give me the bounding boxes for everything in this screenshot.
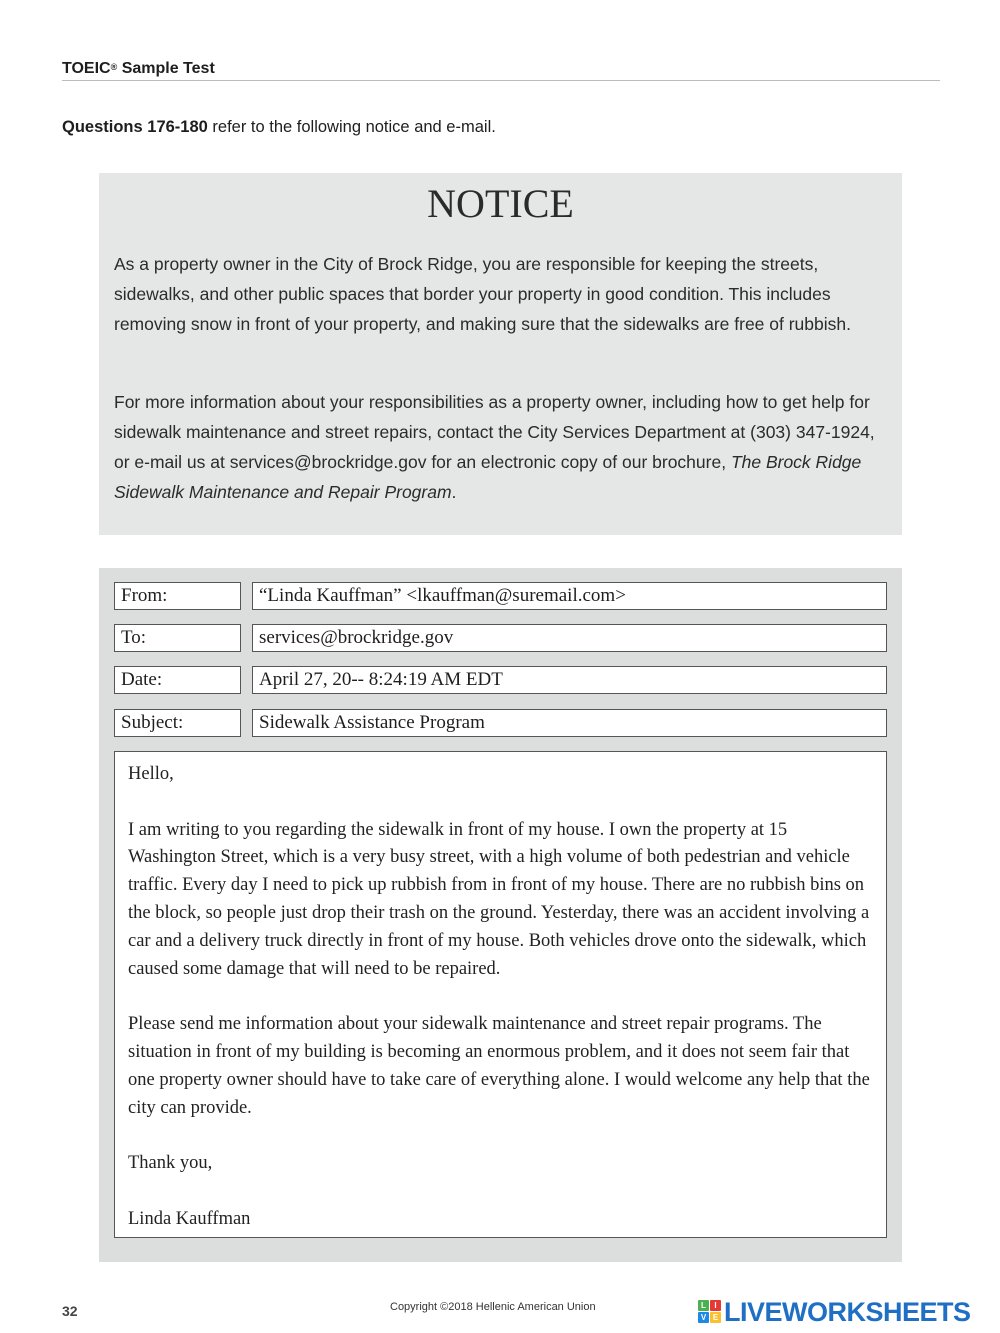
date-value: April 27, 20-- 8:24:19 AM EDT bbox=[252, 666, 887, 694]
intro-text: refer to the following notice and e-mail. bbox=[207, 118, 496, 136]
copyright-text: Copyright ©2018 Hellenic American Union bbox=[390, 1301, 596, 1313]
notice-paragraph-1: As a property owner in the City of Brock Ridge, you are responsible for keeping the streets, sidewalks, and other public spaces that border your property in good condition. This includes removing snow in front of your property, and making sure that the sidewalks are free of rubbish. bbox=[114, 254, 851, 334]
subject-value: Sidewalk Assistance Program bbox=[252, 709, 887, 737]
subject-label: Subject: bbox=[114, 709, 241, 737]
from-label: From: bbox=[114, 582, 241, 610]
logo-block-l: L bbox=[698, 1300, 709, 1311]
page-header bbox=[62, 60, 940, 81]
email-panel bbox=[99, 568, 902, 1262]
email-greeting: Hello, bbox=[128, 764, 174, 784]
email-body bbox=[114, 751, 887, 1238]
notice-paragraph-2-end: . bbox=[451, 482, 457, 502]
questions-range: Questions 176-180 bbox=[62, 118, 208, 136]
liveworksheets-logo-icon bbox=[698, 1300, 722, 1324]
logo-block-e: E bbox=[710, 1312, 721, 1323]
header-title-suffix: Sample Test bbox=[117, 60, 215, 77]
logo-block-i: I bbox=[710, 1300, 721, 1311]
email-closing: Thank you, bbox=[128, 1153, 213, 1174]
email-paragraph-1: I am writing to you regarding the sidewalk in front of my house. I own the property at 15 Washington Street, which is a very busy street, with a high volume of both pedestrian and vehicle traffic. Every day I need to pick up rubbish from in front of my house. There are no rubbish bins on the block, so people just drop their trash on the ground. Yesterday, there was an accident involving a car and a delivery truck directly in front of my house. Both vehicles drove onto the sidewalk, which caused some damage that will need to be repaired. bbox=[128, 819, 870, 979]
header-title-prefix: TOEIC bbox=[62, 60, 111, 77]
to-label: To: bbox=[114, 624, 241, 652]
from-value: “Linda Kauffman” <lkauffman@suremail.com> bbox=[252, 582, 887, 610]
email-signature: Linda Kauffman bbox=[128, 1208, 251, 1229]
notice-paragraph-2-text: For more information about your responsibilities as a property owner, including how to get help for sidewalk maintenance and street repairs, contact the City Services Department at (303) 347-1924, or e-mail us at services@brockridge.gov for an electronic copy of our brochure, bbox=[114, 392, 875, 472]
notice-paragraph-2 bbox=[114, 387, 889, 507]
registered-mark: ® bbox=[110, 62, 118, 72]
logo-block-v: V bbox=[698, 1312, 709, 1323]
to-value: services@brockridge.gov bbox=[252, 624, 887, 652]
liveworksheets-logo-text: LIVEWORKSHEETS bbox=[724, 1297, 971, 1327]
date-label: Date: bbox=[114, 666, 241, 694]
email-paragraph-2: Please send me information about your sidewalk maintenance and street repair programs. The situation in front of my building is becoming an enormous problem, and it does not seem fair that one property owner should have to take care of everything alone. I would welcome any help that the city can provide. bbox=[128, 1014, 870, 1118]
page-number: 32 bbox=[62, 1303, 78, 1319]
brochure-title: The Brock Ridge Sidewalk Maintenance and Repair Program bbox=[114, 452, 862, 502]
liveworksheets-logo[interactable] bbox=[698, 1297, 994, 1327]
questions-intro bbox=[62, 116, 496, 138]
notice-panel bbox=[99, 173, 902, 535]
notice-title: NOTICE bbox=[427, 181, 574, 226]
